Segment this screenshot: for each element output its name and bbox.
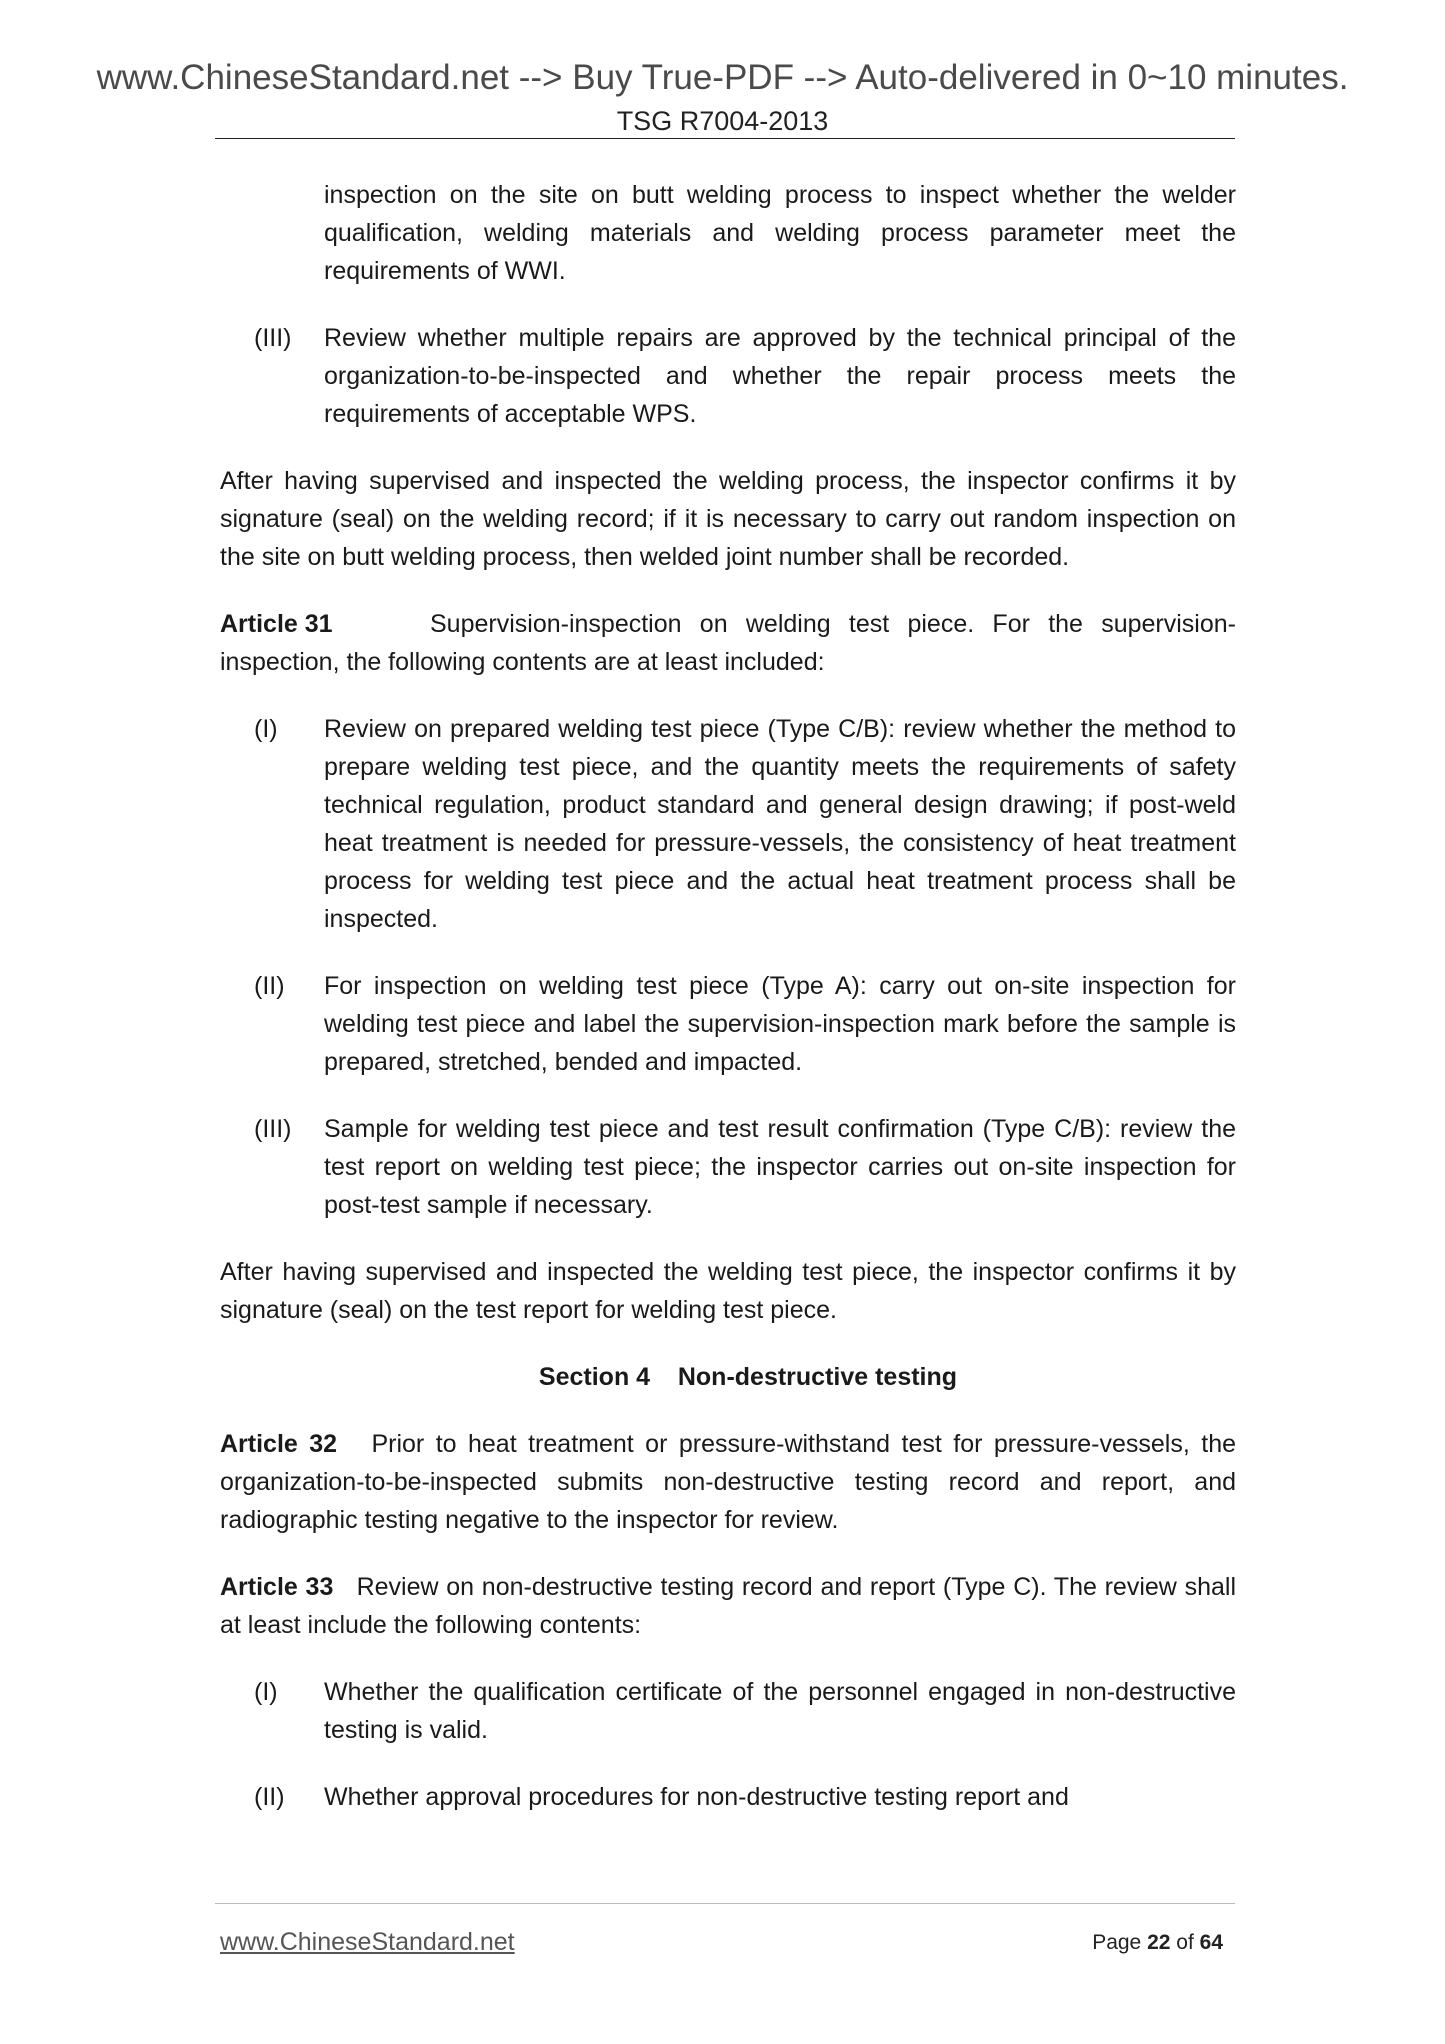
article-33 (220, 1568, 1236, 1644)
page-content (220, 176, 1236, 1845)
section-heading: Section 4 Non-destructive testing (538, 1363, 958, 1391)
article-32 (220, 1425, 1236, 1539)
list-item-number: (I) (254, 715, 278, 743)
article-text: Prior to heat treatment or pressure-withstand test for pressure-vessels, the organization-to-be-inspected submits non-destructive testing record and report, and radiographic testing negative to the inspector for review. (220, 1430, 1237, 1534)
list-item-text: Review on prepared welding test piece (Type C/B): review whether the method to prepare welding test piece, and the quantity meets the requirements of safety technical regulation, product standard and general design drawing; if post-weld heat treatment is needed for pressure-vessels, the consistency of heat treatment process for welding test piece and the actual heat treatment process shall be inspected. (324, 715, 1236, 933)
article-31 (220, 605, 1236, 681)
continued-item-text (220, 176, 1236, 290)
list-item-number: (I) (254, 1678, 278, 1706)
list-item-text: Review whether multiple repairs are approved by the technical principal of the organization-to-be-inspected and whether the repair process meets the requirements of acceptable WPS. (324, 324, 1236, 428)
list-item (220, 967, 1236, 1081)
paragraph: After having supervised and inspected the welding test piece, the inspector confirms it by signature (seal) on the test report for welding test piece. (220, 1258, 1236, 1324)
list-item (220, 1673, 1236, 1749)
list-item (220, 1778, 1236, 1816)
header-banner: www.ChineseStandard.net --> Buy True-PDF --> Auto-delivered in 0~10 minutes. (96, 58, 1349, 97)
list-item-text: Sample for welding test piece and test result confirmation (Type C/B): review the test report on welding test piece; the inspector carries out on-site inspection for post-test sample if necessary. (324, 1115, 1236, 1219)
page-total: 64 (1199, 1931, 1223, 1954)
footer-website-link[interactable]: www.ChineseStandard.net (220, 1928, 515, 1956)
article-label: Article 32 (220, 1430, 338, 1458)
list-item (220, 710, 1236, 938)
list-item-text: Whether approval procedures for non-destructive testing report and (324, 1783, 1069, 1811)
continued-item-paragraph: inspection on the site on butt welding process to inspect whether the welder qualification, welding materials and welding process parameter meet the requirements of WWI. (324, 181, 1236, 285)
page-of: of (1176, 1931, 1194, 1954)
list-item-number: (III) (254, 1115, 292, 1143)
list-item-text: Whether the qualification certificate of the personnel engaged in non-destructive testing is valid. (324, 1678, 1236, 1744)
list-item (220, 319, 1236, 433)
article-text: Supervision-inspection on welding test piece. For the supervision-inspection, the following contents are at least included: (220, 610, 1236, 676)
list-item-number: (III) (254, 324, 292, 352)
article-label: Article 33 (220, 1573, 334, 1601)
list-item-text: For inspection on welding test piece (Type A): carry out on-site inspection for welding test piece and label the supervision-inspection mark before the sample is prepared, stretched, bended and impacted. (324, 972, 1236, 1076)
page-current: 22 (1147, 1931, 1171, 1954)
page-number (1092, 1929, 1223, 1957)
list-item-number: (II) (254, 1783, 285, 1811)
article-text: Review on non-destructive testing record and report (Type C). The review shall at least include the following contents: (220, 1573, 1237, 1639)
paragraph: After having supervised and inspected the welding process, the inspector confirms it by signature (seal) on the welding record; if it is necessary to carry out random inspection on the site on butt welding process, then welded joint number shall be recorded. (220, 467, 1236, 571)
article-label: Article 31 (220, 610, 333, 638)
footer-divider (215, 1903, 1235, 1904)
list-item (220, 1110, 1236, 1224)
page-prefix: Page (1092, 1931, 1142, 1954)
header-divider (215, 138, 1235, 139)
list-item-number: (II) (254, 972, 285, 1000)
document-number: TSG R7004-2013 (616, 106, 829, 136)
